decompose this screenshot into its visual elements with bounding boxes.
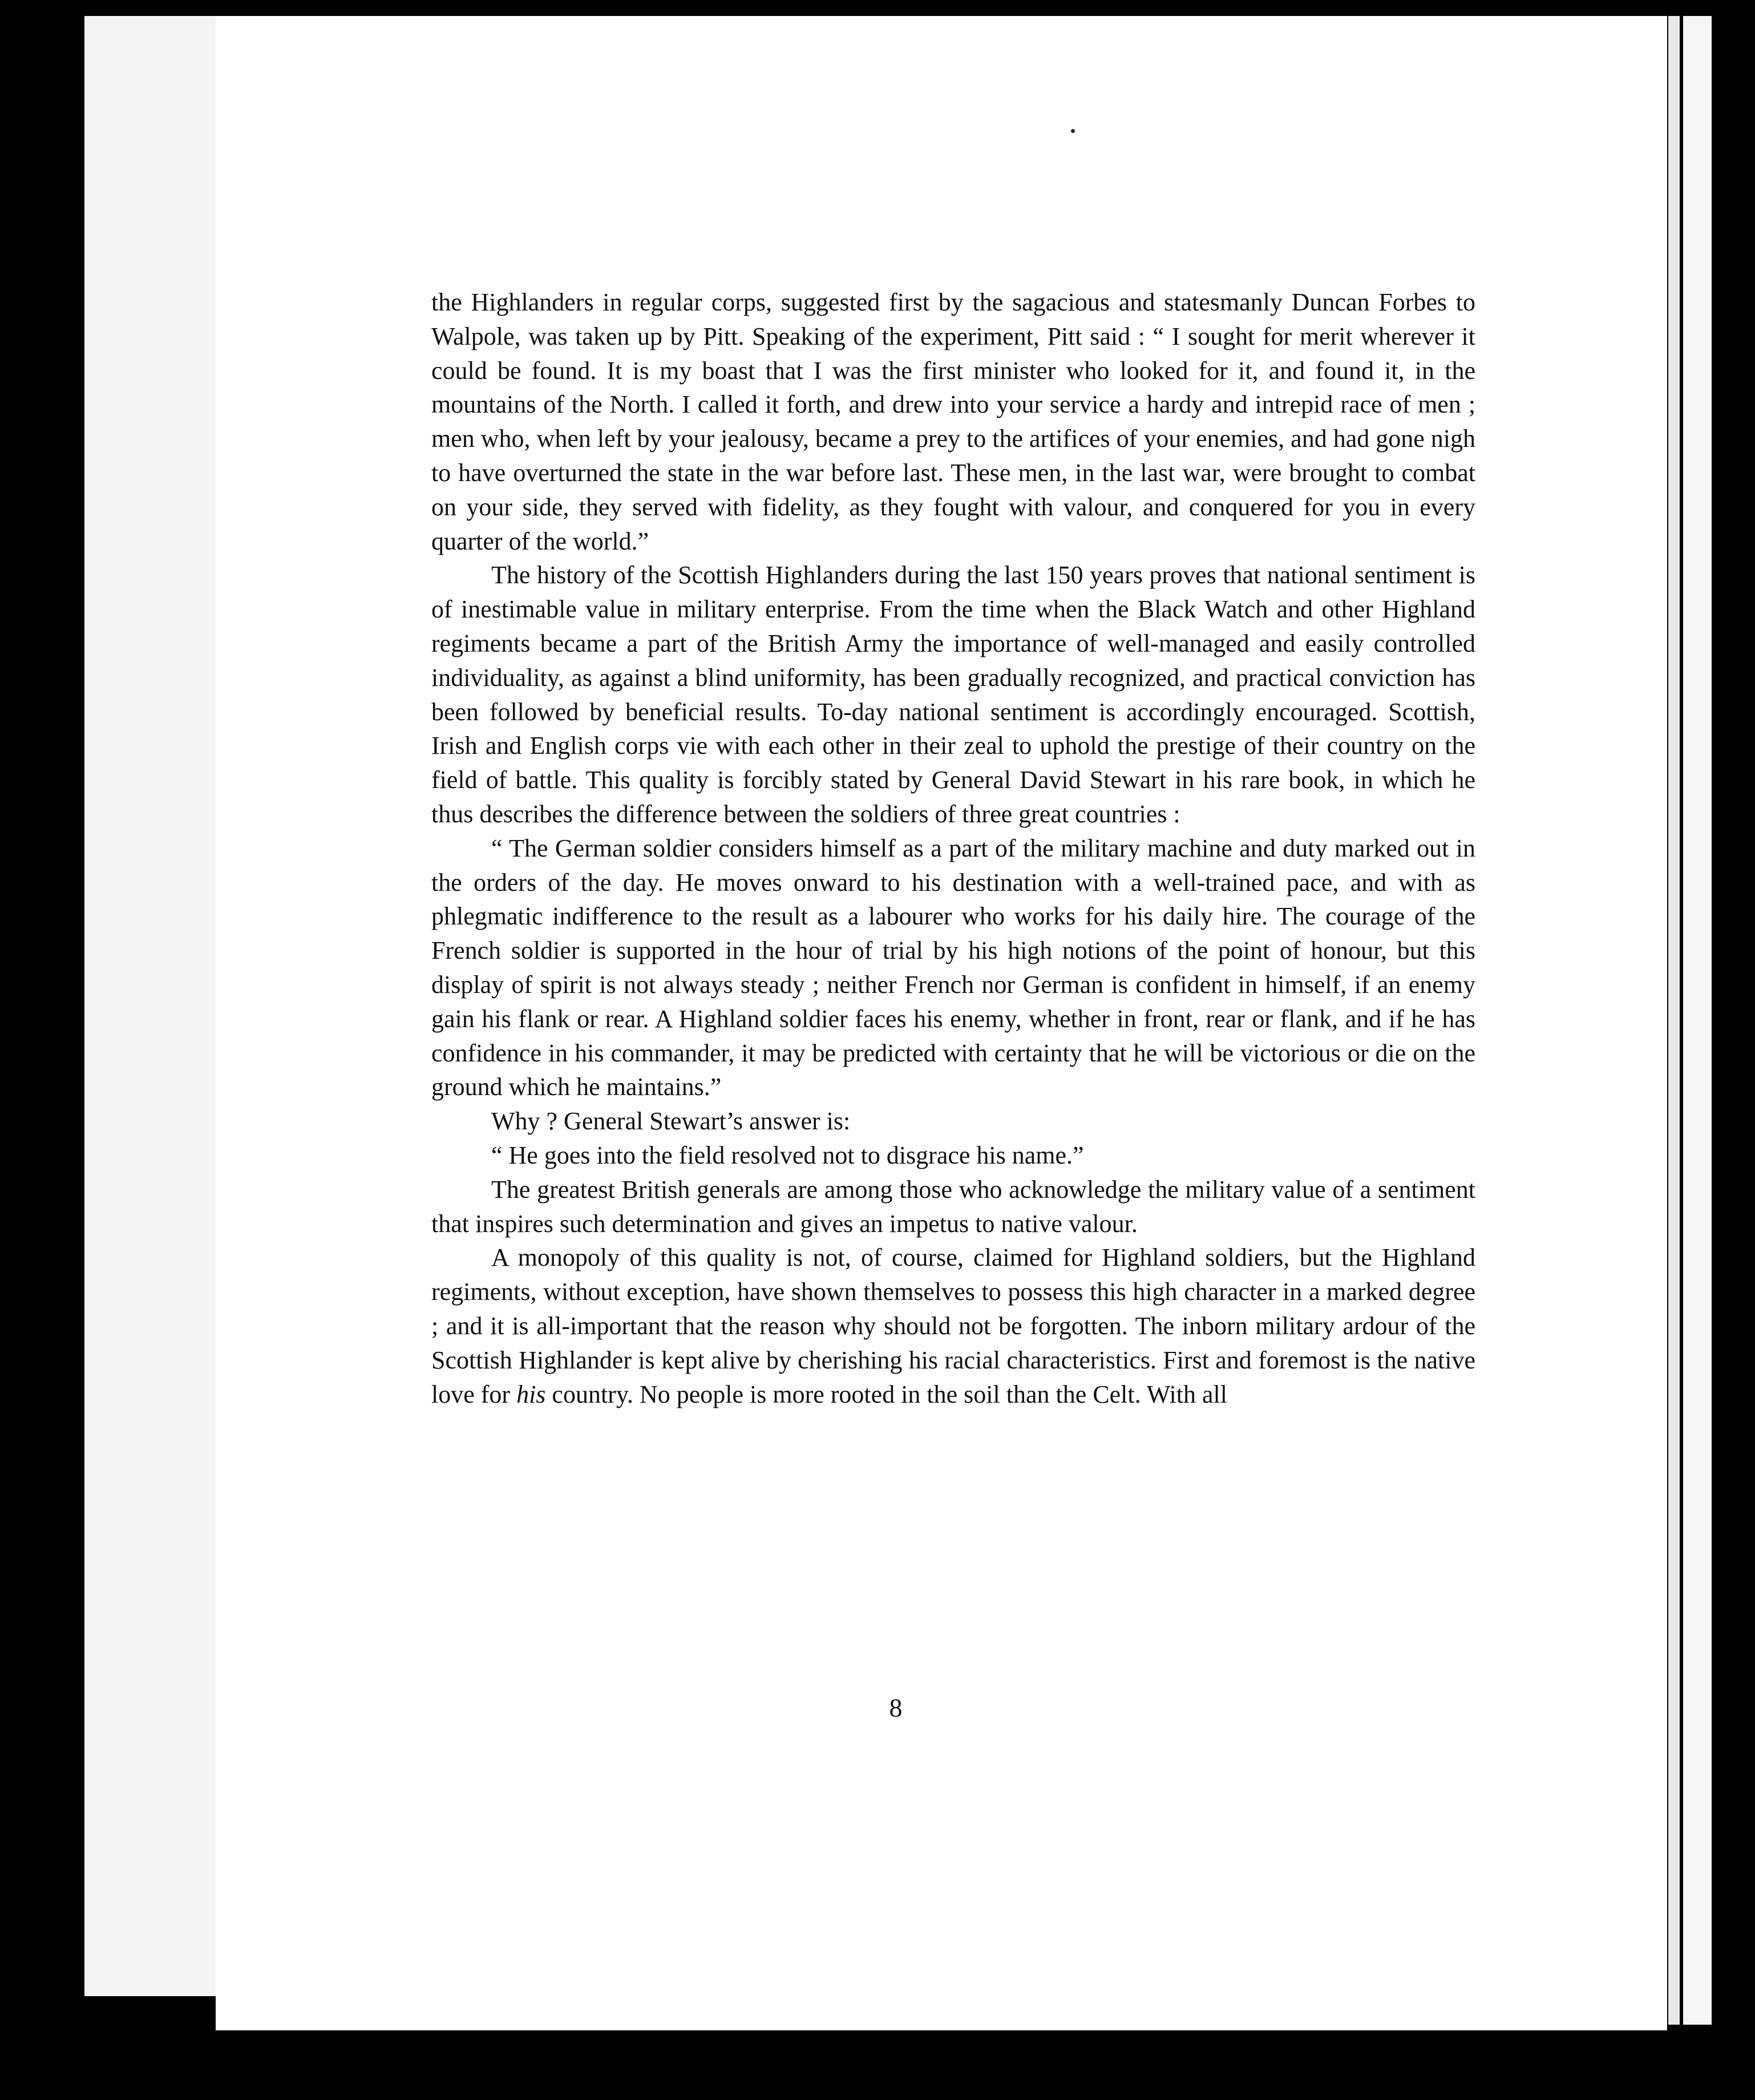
paragraph: “ He goes into the field resolved not to disgrace his name.” — [491, 1141, 1084, 1169]
scan-speck — [1071, 129, 1075, 133]
underlying-page-edge — [84, 16, 233, 1996]
body-text — [431, 285, 1475, 1411]
paragraph-last — [431, 1241, 1475, 1411]
page-edge-right-outer — [1683, 16, 1712, 2025]
paragraph: the Highlanders in regular corps, suggested first by the sagacious and statesmanly Duncan Forbes to Walpole, was taken up by Pitt. Speaking of the experiment, Pitt said : “ I sought for merit wherever it could be found. It is my boast that I was the first minister who looked for it, and found it, in the mountains of the North. I called it forth, and drew into your service a hardy and intrepid race of men ; men who, when left by your jealousy, became a prey to the artifices of your enemies, and had gone nigh to have overturned the state in the war before last. These men, in the last war, were brought to combat on your side, they served with fidelity, as they fought with valour, and conquered for you in every quarter of the world.” — [431, 288, 1475, 555]
page-number: 8 — [889, 1693, 903, 1722]
paragraph: The greatest British generals are among those who acknowledge the military value of a sentiment that inspires such determination and gives an impetus to native valour. — [431, 1175, 1475, 1238]
paragraph-text: A monopoly of this quality is not, of course, claimed for Highland soldiers, but the Highland regiments, without exception, have shown themselves to possess this high character in a marked degree ; and it is all-important that the reason why should not be forgotten. The inborn military ardour of the Scottish Highlander is kept alive by cherishing his racial characteristics. First and foremost is the native love for — [431, 1243, 1475, 1408]
emphasis: his — [516, 1380, 546, 1408]
paragraph: Why ? General Stewart’s answer is: — [491, 1107, 851, 1136]
paragraph: “ The German soldier considers himself as a part of the military machine and duty marked out in the orders of the day. He moves onward to his destination with a well-trained pace, and with as phlegmatic indifference to the result as a labourer who works for his daily hire. The courage of the French soldier is supported in the hour of trial by his high notions of the point of honour, but this display of spirit is not always steady ; neither French nor German is confident in himself, if an enemy gain his flank or rear. A Highland soldier faces his enemy, whether in front, rear or flank, and if he has confidence in his commander, it may be predicted with certainty that he will be victorious or die on the ground which he maintains.” — [431, 834, 1475, 1101]
paragraph-tail: country. No people is more rooted in the soil than the Celt. With all — [545, 1380, 1227, 1408]
page-edge-right — [1668, 16, 1680, 2025]
paragraph: The history of the Scottish Highlanders during the last 150 years proves that national sentiment is of inestimable value in military enterprise. From the time when the Black Watch and other Highland regiments became a part of the British Army the importance of well-managed and easily controlled individuality, as against a blind uniformity, has been gradually recognized, and practical conviction has been followed by beneficial results. To-day national sentiment is accordingly encouraged. Scottish, Irish and English corps vie with each other in their zeal to uphold the prestige of their country on the field of battle. This quality is forcibly stated by General David Stewart in his rare book, in which he thus describes the difference between the soldiers of three great countries : — [431, 561, 1475, 828]
